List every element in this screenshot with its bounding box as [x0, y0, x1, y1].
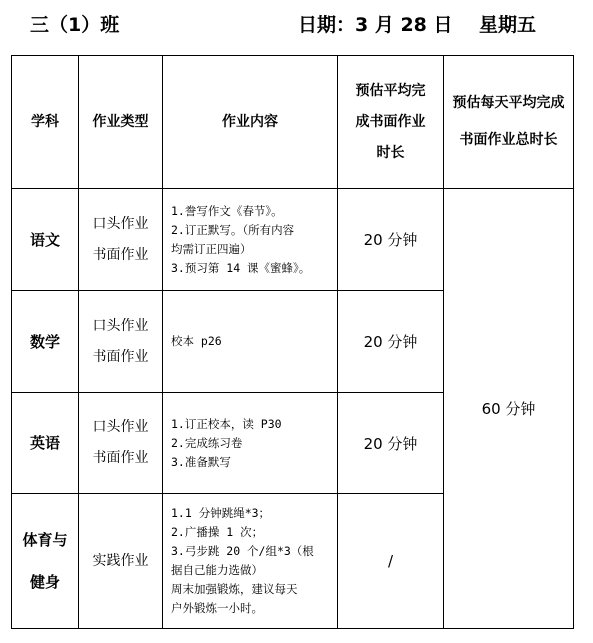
subject-cell [12, 494, 79, 629]
page-header [0, 0, 593, 52]
col-header-daily-total-line: 预估每天平均完成 [452, 95, 565, 111]
type-label: 实践作业 [92, 552, 149, 569]
type-cell [79, 291, 163, 393]
type-cell [79, 189, 163, 291]
type-label: 口头作业 [92, 317, 149, 334]
type-cell [79, 494, 163, 629]
col-header-avg-time-line: 成书面作业 [355, 113, 426, 130]
type-label: 口头作业 [92, 419, 149, 435]
content-cell [163, 393, 338, 494]
subject-cell [12, 291, 79, 393]
content-line: 3.准备默写 [171, 454, 231, 469]
content-line: 均需订正四遍） [171, 241, 252, 256]
col-header-subject: 学科 [12, 56, 79, 189]
content-line: 周末加强锻炼，建议每天 [171, 582, 298, 596]
subject-label: 体育与 [22, 531, 68, 549]
header-row [12, 56, 574, 189]
date-weekday: 日期：3 月 28 日 星期五 [298, 14, 536, 36]
content-line: 户外锻炼一小时。 [171, 601, 263, 615]
col-header-daily-total-line: 书面作业总时长 [459, 132, 558, 148]
content-line: 校本 p26 [171, 334, 222, 348]
content-line: 2.广播操 1 次； [171, 525, 264, 539]
subject-cell [12, 393, 79, 494]
content-line: 2.订正默写。（所有内容 [171, 222, 295, 237]
time-cell: / [338, 494, 444, 629]
type-cell [79, 393, 163, 494]
type-label: 书面作业 [92, 348, 149, 365]
type-label: 书面作业 [92, 450, 149, 466]
content-line: 2.完成练习卷 [171, 435, 243, 450]
col-header-type: 作业类型 [79, 56, 163, 189]
time-cell: 20 分钟 [338, 393, 444, 494]
col-header-daily-total [444, 56, 574, 189]
col-header-avg-time [338, 56, 444, 189]
subject-label: 健身 [29, 573, 60, 591]
content-cell [163, 494, 338, 629]
time-cell: 20 分钟 [338, 189, 444, 291]
total-time-cell: 60 分钟 [444, 189, 574, 629]
content-line: 1.誊写作文《春节》。 [171, 203, 283, 218]
col-header-avg-time-line: 时长 [376, 144, 405, 161]
content-line: 据自己能力选做） [171, 563, 263, 577]
content-cell [163, 291, 338, 393]
table-row [12, 189, 574, 291]
subject-cell [12, 189, 79, 291]
type-label: 口头作业 [92, 215, 149, 232]
content-line: 3.预习第 14 课《蜜蜂》。 [171, 260, 311, 275]
content-line: 1.1 分钟跳绳*3； [171, 506, 271, 520]
subject-label: 英语 [29, 434, 60, 452]
time-cell: 20 分钟 [338, 291, 444, 393]
homework-table [11, 55, 574, 629]
subject-label: 数学 [29, 332, 60, 351]
type-label: 书面作业 [92, 246, 149, 263]
col-header-avg-time-line: 预估平均完 [355, 82, 426, 99]
content-cell [163, 189, 338, 291]
col-header-content: 作业内容 [163, 56, 338, 189]
class-name: 三（1）班 [30, 14, 120, 36]
content-line: 1.订正校本，读 P30 [171, 416, 282, 431]
content-line: 3.弓步跳 20 个/组*3（根 [171, 544, 314, 558]
subject-label: 语文 [29, 230, 60, 249]
